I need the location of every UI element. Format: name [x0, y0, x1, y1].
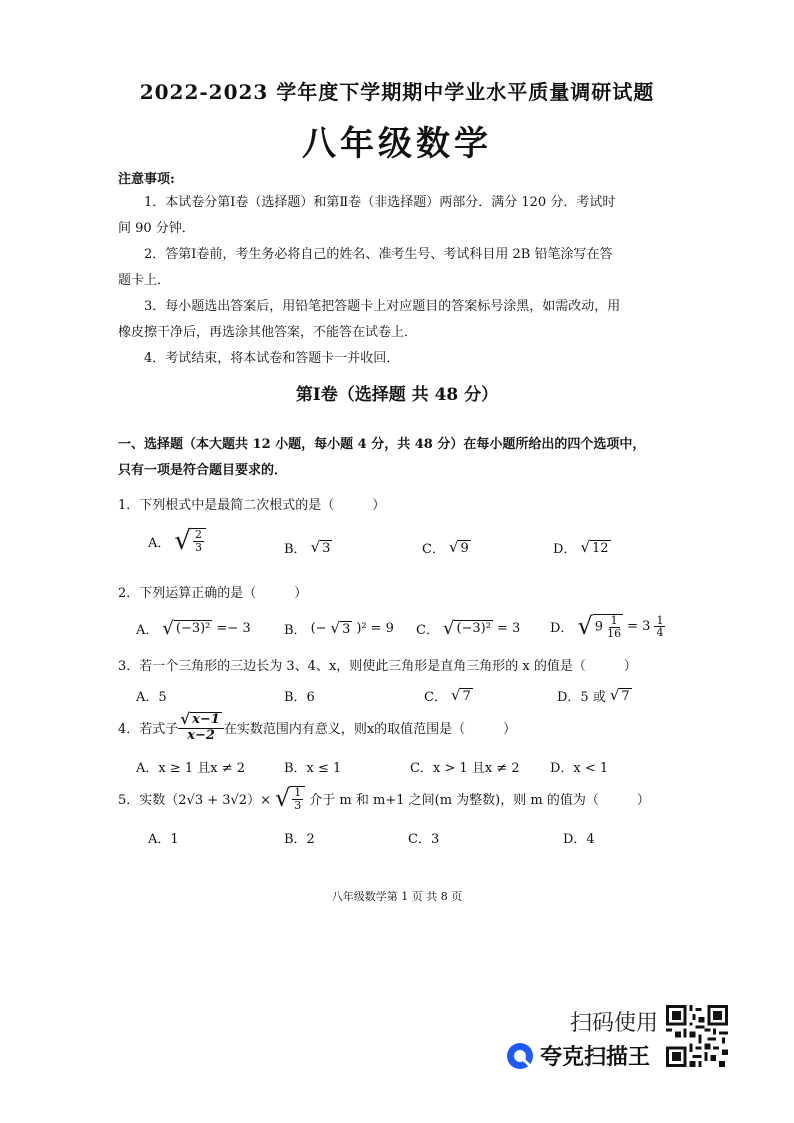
- note-line: 3．每小题选出答案后，用铅笔把答题卡上对应题目的答案标号涂黑，如需改动，用: [144, 299, 621, 314]
- exam-title: 2022-2023 学年度下学期期中学业水平质量调研试题: [139, 80, 655, 104]
- question-4-option-b: B．x ≤ 1: [284, 761, 342, 776]
- section-intro: [118, 432, 678, 484]
- question-2-option-d: D． √ 9 $\frac{1}{16}$ = 3 $\frac{1}{4}$: [550, 612, 664, 640]
- section-intro-line1: 一、选择题（本大题共 12 小题，每小题 4 分，共 48 分）在每小题所给出的四个选项中，: [118, 437, 646, 452]
- question-1-option-b: B． √ 3: [284, 537, 331, 557]
- question-3-option-b: B．6: [284, 690, 315, 705]
- note-line: 间 90 分钟．: [118, 221, 195, 236]
- question-4-stem: 4．若式子 √ x−1 x−2 在实数范围内有意义，则x的取值范围是（ ）: [118, 710, 517, 743]
- question-3-stem: 3．若一个三角形的三边长为 3、4、x，则使此三角形是直角三角形的 x 的值是（ ）: [118, 659, 637, 674]
- note-line: 2．答第Ⅰ卷前，考生务必将自己的姓名、准考生号、考试科目用 2B 铅笔涂写在答: [144, 247, 613, 262]
- question-2-option-b: B． (− √ 3 )² = 9: [284, 618, 394, 638]
- scan-use-label: 扫码使用: [570, 1011, 659, 1036]
- question-3-option-c: C． √ 7: [424, 685, 471, 705]
- question-1-option-a: A． √ $\frac{2}{3}$: [148, 528, 206, 554]
- note-line: 橡皮擦干净后，再选涂其他答案，不能答在试卷上．: [118, 325, 418, 340]
- note-line: 题卡上．: [118, 273, 171, 288]
- question-2-option-a: A． √ (−3)² =− 3: [136, 617, 251, 639]
- question-4-fraction: √ x−1 x−2: [178, 712, 224, 742]
- question-2-stem: 2．下列运算正确的是（ ）: [118, 586, 308, 601]
- question-3-option-a: A．5: [136, 690, 167, 705]
- question-5-option-c: C．3: [408, 832, 440, 847]
- scanner-brand: 夸克扫描王: [506, 1040, 650, 1071]
- question-5-stem: 5．实数（2√3 + 3√2）× √ $\frac{1}{3}$ 介于 m 和 m+1 之间(m 为整数)，则 m 的值为（ ）: [118, 784, 650, 812]
- qr-code-icon: [666, 1005, 728, 1067]
- section-intro-line2: 只有一项是符合题目要求的．: [118, 463, 288, 478]
- question-5-option-d: D．4: [563, 832, 595, 847]
- question-4-option-a: A．x ≥ 1 且x ≠ 2: [136, 761, 246, 776]
- notes-heading: 注意事项:: [118, 172, 175, 187]
- question-5-option-a: A．1: [148, 832, 179, 847]
- question-5-option-b: B．2: [284, 832, 315, 847]
- question-4-option-c: C．x > 1 且x ≠ 2: [410, 761, 520, 776]
- note-line: 4．考试结束，将本试卷和答题卡一并收回．: [144, 351, 400, 366]
- note-line: 1．本试卷分第Ⅰ卷（选择题）和第Ⅱ卷（非选择题）两部分．满分 120 分．考试时: [144, 195, 616, 210]
- question-4-option-d: D．x < 1: [550, 761, 609, 776]
- notes-list: [118, 190, 666, 372]
- question-3-option-d: D．5 或 √ 7: [557, 685, 630, 705]
- section-title: 第Ⅰ卷（选择题 共 48 分）: [295, 385, 499, 405]
- page-footer: 八年级数学第 1 页 共 8 页: [331, 890, 463, 903]
- sqrt-symbol: √ $\frac{2}{3}$: [174, 528, 206, 554]
- question-1-stem: 1．下列根式中是最简二次根式的是（ ）: [118, 498, 386, 513]
- exam-subtitle: 八年级数学: [302, 124, 492, 164]
- question-1-option-c: C． √ 9: [422, 537, 469, 557]
- question-2-option-c: C． √ (−3)² = 3: [416, 617, 521, 639]
- quark-logo-icon: [506, 1042, 534, 1070]
- question-1-option-d: D． √ 12: [553, 537, 609, 557]
